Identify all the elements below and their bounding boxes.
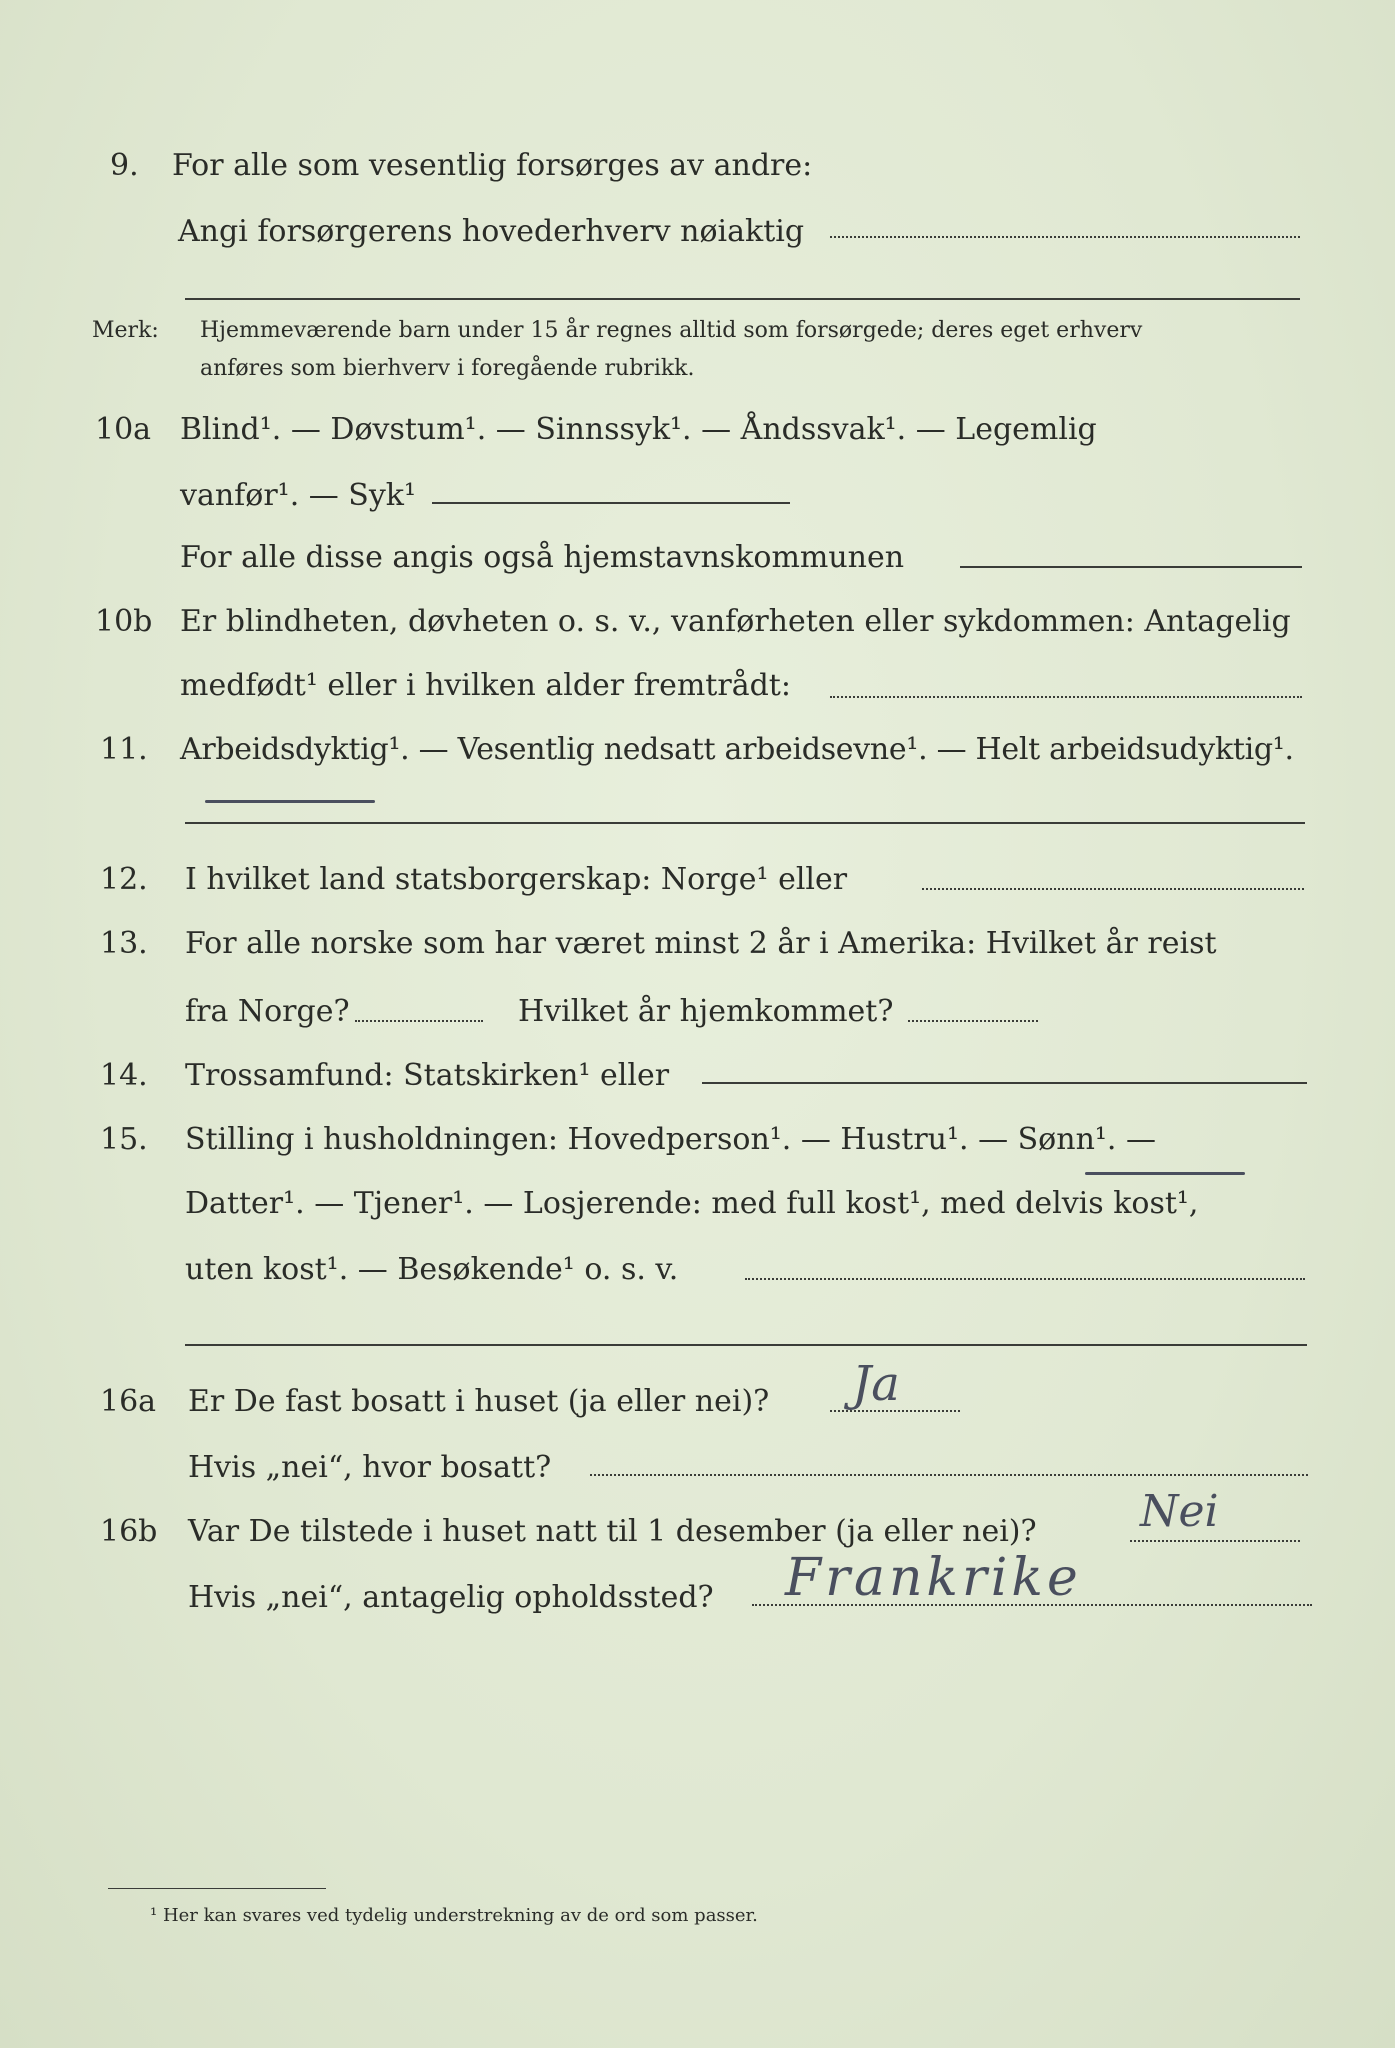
q14-line1: Trossamfund: Statskirken¹ eller (185, 1058, 670, 1093)
q10b-row1 (0, 604, 1395, 654)
q9-answer-field[interactable] (830, 236, 1300, 238)
q11-number: 11. (100, 732, 148, 767)
q10b-row2 (0, 668, 1395, 718)
q11-answer-line[interactable] (185, 822, 1305, 824)
q15-line3: uten kost¹. — Besøkende¹ o. s. v. (185, 1252, 679, 1287)
q16a-line1: Er De fast bosatt i huset (ja eller nei)? (188, 1384, 770, 1419)
q12-line1: I hvilket land statsborgerskap: Norge¹ eller (185, 862, 848, 897)
q13-line1: For alle norske som har været minst 2 år i Amerika: Hvilket år reist (185, 926, 1217, 961)
q16a-handwritten-answer: Ja (852, 1356, 900, 1412)
q11-handwritten-underline (205, 800, 375, 803)
q11-line1: Arbeidsdyktig¹. — Vesentlig nedsatt arbeidsevne¹. — Helt arbeidsudyktig¹. (180, 732, 1294, 767)
q10a-line1: Blind¹. — Døvstum¹. — Sinnssyk¹. — Åndssvak¹. — Legemlig (180, 412, 1097, 447)
q9-answer-line2[interactable] (185, 298, 1300, 300)
footnote: ¹ Her kan svares ved tydelig understrekning av de ord som passer. (150, 1905, 758, 1926)
q10a-number: 10a (95, 412, 152, 447)
q10b-line1: Er blindheten, døvheten o. s. v., vanførheten eller sykdommen: Antagelig (180, 604, 1291, 639)
q16b-line2: Hvis „nei“, antagelig opholdssted? (188, 1580, 714, 1615)
q11-row1 (0, 732, 1395, 782)
q13-number: 13. (100, 926, 148, 961)
q15-row1 (0, 1122, 1395, 1172)
q10b-number: 10b (95, 604, 153, 639)
merk-line2: anføres som bierhverv i foregående rubrikk. (200, 356, 695, 381)
q12-row (0, 862, 1395, 912)
q15-row2 (0, 1186, 1395, 1236)
q15-line1: Stilling i husholdningen: Hovedperson¹. — Hustru¹. — Sønn¹. — (185, 1122, 1156, 1157)
q10b-line2: medfødt¹ eller i hvilken alder fremtrådt: (180, 668, 791, 703)
q16b-handwritten-answer2: Frankrike (785, 1548, 1082, 1608)
q16b-field[interactable] (1130, 1540, 1300, 1542)
q15-line2: Datter¹. — Tjener¹. — Losjerende: med full kost¹, med delvis kost¹, (185, 1186, 1199, 1221)
q9-row (0, 148, 1395, 198)
merk-line1: Hjemmeværende barn under 15 år regnes alltid som forsørgede; deres eget erhverv (200, 318, 1143, 343)
q10b-alder-field[interactable] (830, 696, 1302, 698)
q10a-line3: For alle disse angis også hjemstavnskommunen (180, 540, 905, 575)
merk-label: Merk: (92, 318, 159, 343)
footnote-rule (108, 1888, 326, 1889)
q16a-row1 (0, 1384, 1395, 1434)
q14-number: 14. (100, 1058, 148, 1093)
q12-land-field[interactable] (922, 888, 1304, 890)
q9-number: 9. (110, 148, 139, 183)
q14-trossamfund-field[interactable] (702, 1082, 1307, 1084)
q10a-kommune-field[interactable] (960, 566, 1302, 568)
q9-line1: For alle som vesentlig forsørges av andre: (172, 148, 813, 183)
q16a-line2: Hvis „nei“, hvor bosatt? (188, 1450, 552, 1485)
q9-line2: Angi forsørgerens hovederhverv nøiaktig (178, 214, 805, 249)
q13-hjemkommet-field[interactable] (908, 1020, 1038, 1022)
q16b-line1: Var De tilstede i huset natt til 1 desember (ja eller nei)? (188, 1514, 1037, 1549)
q13-line2b: Hvilket år hjemkommet? (518, 994, 894, 1029)
q9-row2 (0, 214, 1395, 264)
q13-line2a: fra Norge? (185, 994, 350, 1029)
q13-row1 (0, 926, 1395, 976)
q15-answer-line[interactable] (185, 1344, 1307, 1346)
q15-row3 (0, 1252, 1395, 1302)
q16a-bosatt-field[interactable] (590, 1474, 1308, 1476)
q10a-syk-field[interactable] (432, 502, 790, 504)
q15-handwritten-underline (1085, 1172, 1245, 1175)
q15-number: 15. (100, 1122, 148, 1157)
merk-row2 (0, 356, 1395, 406)
q16a-number: 16a (100, 1384, 157, 1419)
q10a-row3 (0, 540, 1395, 590)
q10a-row1 (0, 412, 1395, 462)
q15-field[interactable] (745, 1278, 1305, 1280)
q12-number: 12. (100, 862, 148, 897)
q13-reist-field[interactable] (355, 1020, 483, 1022)
q16b-handwritten-answer1: Nei (1140, 1486, 1219, 1537)
q16b-number: 16b (100, 1514, 158, 1549)
q10a-line2: vanfør¹. — Syk¹ (180, 478, 417, 513)
q13-row2 (0, 994, 1395, 1044)
